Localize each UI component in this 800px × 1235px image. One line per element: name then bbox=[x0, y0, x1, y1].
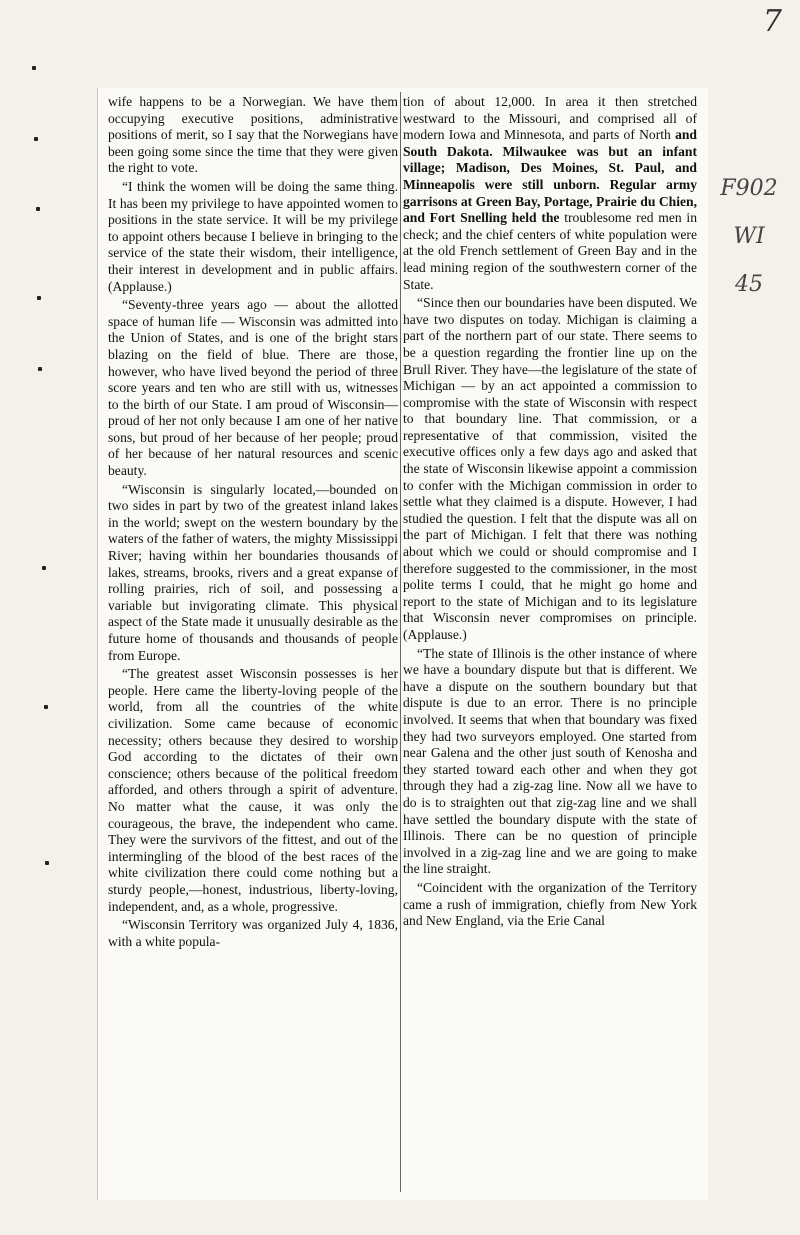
margin-note-line-1: F902 bbox=[720, 176, 778, 201]
newspaper-clipping bbox=[97, 88, 708, 1200]
margin-speck bbox=[32, 66, 36, 70]
paragraph-text-bold: and South Dakota. Milwaukee was but an infant village; Madison, Des Moines, St. Paul, and Minneapolis were still unborn. Regular army garrisons at Green Bay, Portage, Prairie du Chien, and Fort Snelling held the bbox=[403, 127, 697, 226]
margin-speck bbox=[36, 207, 40, 211]
paragraph: “I think the women will be doing the same thing. It has been my privilege to have appointed women to positions in the state service. It will be my privilege to appoint others because I believe in bringing to the service of the state their wisdom, their intelligence, their interest in development and in public affairs. (Applause.) bbox=[108, 178, 398, 294]
margin-note-line-3: 45 bbox=[735, 272, 763, 298]
column-divider bbox=[400, 92, 401, 1192]
margin-speck bbox=[42, 566, 46, 570]
margin-speck bbox=[44, 705, 48, 709]
margin-speck bbox=[37, 296, 41, 300]
paragraph bbox=[403, 94, 697, 293]
margin-speck bbox=[34, 137, 38, 141]
paragraph-text: tion of about 12,000. In area it then stretched westward to the Missouri, and comprised all of modern Iowa and Minnesota, and parts of North bbox=[403, 94, 697, 143]
paragraph: “Wisconsin is singularly located,—bounded on two sides in part by two of the greatest inland lakes in the world; swept on the western boundary by the waters of the father of waters, the mighty Mississippi River; having within her boundaries thousands of lakes, streams, brooks, rivers and a great expanse of rolling prairies, rich of soil, and possessing a variable but invigorating climate. This physical aspect of the State made it unusually desirable as the future home of thousands and thousands of people from Europe. bbox=[108, 481, 398, 663]
margin-speck bbox=[38, 367, 42, 371]
paragraph: wife happens to be a Norwegian. We have them occupying executive positions, administrative positions of merit, so I say that the Norwegians have been going some since the time that they were given the right to vote. bbox=[108, 94, 398, 176]
paragraph: “The greatest asset Wisconsin possesses is her people. Here came the liberty-loving people of the world, from all the countries of the white civilization. Some came because of economic necessity; others because they desired to worship God according to the dictates of their own conscience; others because of the political freedom afforded, and others through a spirit of adventure. No matter what the cause, it was only the courageous, the brave, the independent who came. They were the survivors of the fittest, and out of the intermingling of the blood of the best races of the white civilization there could come nothing but a sturdy people,—honest, industrious, liberty-loving, independent, and, as a whole, progressive. bbox=[108, 666, 398, 914]
page-number: 7 bbox=[762, 4, 782, 39]
handwritten-margin-note bbox=[718, 172, 780, 316]
margin-speck bbox=[45, 861, 49, 865]
paragraph: “Coincident with the organization of the Territory came a rush of immigration, chiefly from New York and New England, via the Erie Canal bbox=[403, 879, 697, 929]
left-column bbox=[108, 94, 398, 952]
paragraph: “Since then our boundaries have been disputed. We have two disputes on today. Michigan is claiming a part of the northern part of our state. There seems to be a question regarding the frontier line up on the Brull River. They have—the legislature of the state of Michigan — by an act appointed a commission to compromise with the state of Wisconsin with respect to that boundary line. That commission, or a representative of that commission, visited the executive offices only a few days ago and asked that the state of Wisconsin likewise appoint a commission to confer with the Michigan commission in order to settle what they claimed is a dispute. However, I had studied the question. I felt that the dispute was all on the part of Michigan. I felt that there was nothing about which we could or should compromise and I therefore suggested to the commissioner, in the most polite terms I could, that he might go home and report to the state of Michigan and to its legislature that Wisconsin never compromises on principle. (Applause.) bbox=[403, 295, 697, 642]
paragraph: “Seventy-three years ago — about the allotted space of human life — Wisconsin was admitted into the Union of States, and is one of the bright stars blazing on the field of blue. There are those, however, who have lived beyond the period of three score years and ten who are still with us, witnesses to the birth of our State. I am proud of Wisconsin—proud of her not only because I am one of her native sons, but proud of her because of her people; proud of her because of her natural resources and scenic beauty. bbox=[108, 297, 398, 479]
paragraph: “Wisconsin Territory was organized July 4, 1836, with a white popula- bbox=[108, 917, 398, 949]
right-column bbox=[403, 94, 697, 932]
paragraph-text: troublesome red men in check; and the chief centers of white population were at the old French settlement of Green Bay and in the lead mining region of the southwestern corner of the State. bbox=[403, 210, 697, 292]
paragraph: “The state of Illinois is the other instance of where we have a boundary dispute but that is different. We have a dispute on the southern boundary but that dispute is due to an error. There is no principle involved. It seems that when that boundary was fixed they had two surveyors employed. One started from near Galena and the other just south of Kenosha and they started toward each other and when they got through they had a zig-zag line. Now all we have to do is to straighten out that zig-zag line and we shall have settled the boundary dispute with the state of Illinois. There can be no question of principle involved in a zig-zag line and we are going to make the line straight. bbox=[403, 645, 697, 877]
margin-note-line-2: WI bbox=[733, 224, 765, 250]
